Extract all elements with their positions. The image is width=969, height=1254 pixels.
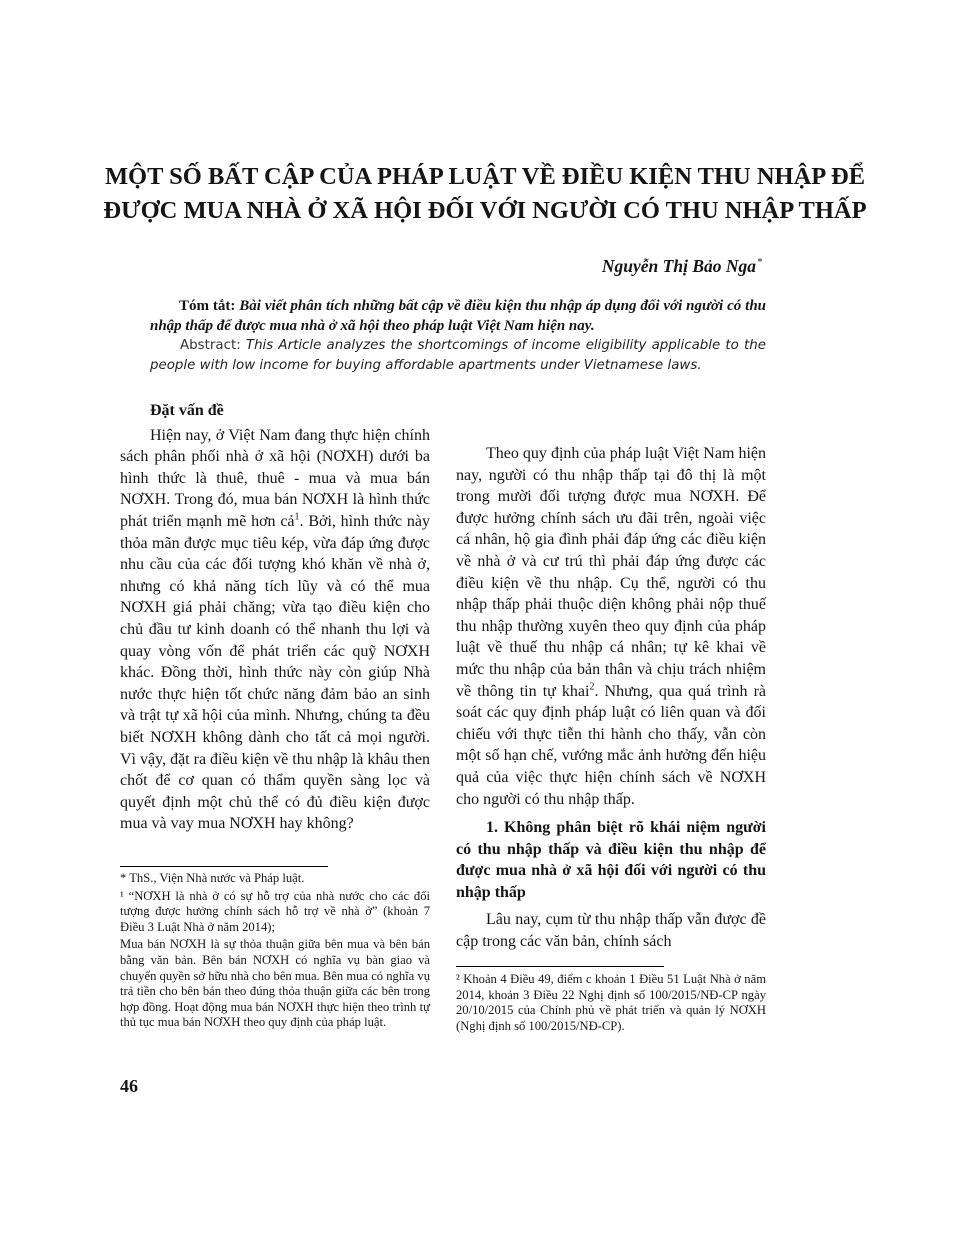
article-title: MỘT SỐ BẤT CẬP CỦA PHÁP LUẬT VỀ ĐIỀU KIỆN THU NHẬP ĐỂ ĐƯỢC MUA NHÀ Ở XÃ HỘI ĐỐI VỚI NGƯỜI CÓ THU NHẬP THẤP bbox=[103, 163, 867, 224]
footnote-1b: Mua bán NƠXH là sự thỏa thuận giữa bên mua và bên bán bằng văn bản. Bên bán NƠXH có nghĩa vụ bàn giao và chuyển quyền sở hữu nhà cho bên mua. Bên mua có nghĩa vụ trả tiền cho bên bán theo đúng thỏa thuận giữa các bên trong hợp đồng. Hoạt động mua bán NƠXH thực hiện theo trình tự thủ tục mua bán NƠXH theo quy định của pháp luật. bbox=[120, 937, 430, 1030]
abstract-vi-label: Tóm tắt: bbox=[179, 298, 236, 314]
body-column-left bbox=[120, 400, 430, 842]
section-heading-intro: Đặt vấn đề bbox=[150, 402, 224, 419]
paragraph-legal-text: Theo quy định của pháp luật Việt Nam hiện nay, người có thu nhập thấp tại đô thị là một trong mười đối tượng được mua NƠXH. Để được hưởng chính sách ưu đãi trên, ngoài việc cá nhân, hộ gia đình phải đáp ứng các điều kiện về nhà ở và cư trú thì phải đáp ứng được các điều kiện về thu nhập. Cụ thể, người có thu nhập thấp phải thuộc diện không phải nộp thuế thu nhập thường xuyên theo quy định của pháp luật về thuế thu nhập cá nhân; tự kê khai về mức thu nhập của bản thân và chịu trách nhiệm về thông tin tự khai bbox=[456, 445, 766, 700]
footnote-author: * ThS., Viện Nhà nước và Pháp luật. bbox=[120, 871, 305, 885]
section-heading-1: 1. Không phân biệt rõ khái niệm người có thu nhập thấp và điều kiện thu nhập để được mua nhà ở xã hội đối với người có thu nhập thấp bbox=[456, 819, 766, 901]
author-name: Nguyễn Thị Bảo Nga bbox=[601, 256, 756, 276]
paragraph-section-1: Lâu nay, cụm từ thu nhập thấp vẫn được đề cập trong các văn bản, chính sách bbox=[456, 911, 766, 951]
footnote-ref-1: 1 bbox=[294, 511, 300, 523]
paragraph-intro bbox=[120, 425, 430, 835]
paragraph-legal bbox=[456, 443, 766, 810]
abstract-en-text: This Article analyzes the shortcomings of income eligibility applicable to the people with low income for buying affordable apartments under Vietnamese laws. bbox=[150, 338, 766, 373]
footnote-divider-right bbox=[456, 966, 664, 967]
footnote-2: ² Khoản 4 Điều 49, điểm c khoản 1 Điều 51 Luật Nhà ở năm 2014, khoản 3 Điều 22 Nghị định số 100/2015/NĐ-CP ngày 20/10/2015 của Chính phủ về phát triển và quản lý NƠXH (Nghị định số 100/2015/NĐ-CP). bbox=[456, 972, 766, 1033]
abstract-en-label: Abstract: bbox=[180, 338, 241, 353]
author-line bbox=[602, 256, 762, 277]
body-column-right-content bbox=[456, 443, 766, 960]
paragraph-intro-text-cont: . Bởi, hình thức này thỏa mãn được mục tiêu kép, vừa đáp ứng được nhu cầu của các đối tượng khó khăn về nhà ở, nhưng có khả năng tích lũy và có thể mua NƠXH giá phải chăng; vừa tạo điều kiện cho chủ đầu tư kinh doanh có thể nhanh thu lợi và quay vòng vốn để phát triển các quỹ NƠXH khác. Đồng thời, hình thức này còn giúp Nhà nước thực hiện tốt chức năng đảm bảo an sinh và trật tự xã hội của mình. Nhưng, chúng ta đều biết NƠXH không dành cho tất cả mọi người. Vì vậy, đặt ra điều kiện về thu nhập là khâu then chốt để cơ quan có thẩm quyền sàng lọc và quyết định một chủ thể có đủ điều kiện được mua và vay mua NƠXH hay không? bbox=[120, 512, 430, 833]
footnotes-left bbox=[120, 871, 430, 1033]
author-footnote-mark: * bbox=[757, 257, 762, 269]
abstract-vi-text: Bài viết phân tích những bất cập về điều kiện thu nhập áp dụng đối với người có thu nhập thấp để được mua nhà ở xã hội theo pháp luật Việt Nam hiện nay. bbox=[150, 298, 767, 334]
paragraph-intro-text: Hiện nay, ở Việt Nam đang thực hiện chính sách phân phối nhà ở xã hội (NƠXH) dưới ba hình thức là thuê, thuê - mua và mua bán NƠXH. Trong đó, mua bán NƠXH là hình thức phát triển mạnh mẽ hơn cả bbox=[120, 426, 430, 530]
footnote-divider-left bbox=[120, 866, 328, 867]
page-number: 46 bbox=[120, 1076, 138, 1096]
footnotes-right bbox=[456, 972, 766, 1036]
footnote-ref-2: 2 bbox=[589, 681, 595, 693]
paragraph-legal-text-cont: . Nhưng, qua quá trình rà soát các quy định pháp luật có liên quan và đối chiếu với thực tiễn thi hành cho thấy, vẫn còn một số hạn chế, vướng mắc ảnh hưởng đến hiệu quả của việc thực hiện chính sách về NƠXH cho người có thu nhập thấp. bbox=[456, 682, 766, 808]
abstract-vietnamese bbox=[150, 297, 766, 336]
abstract-block bbox=[150, 297, 766, 376]
abstract-english bbox=[150, 336, 766, 376]
footnote-1a: ¹ “NƠXH là nhà ở có sự hỗ trợ của nhà nước cho các đối tượng được hưởng chính sách hỗ trợ về nhà ở” (khoản 7 Điều 3 Luật Nhà ở năm 2014); bbox=[120, 888, 430, 934]
